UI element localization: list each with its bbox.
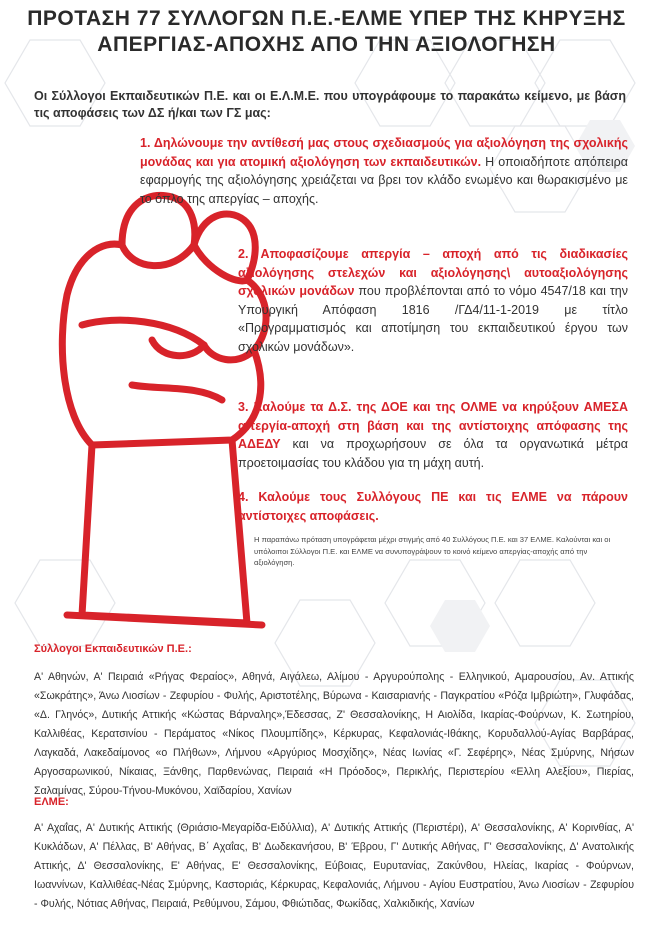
point-2: [238, 245, 628, 356]
document-title: [0, 6, 653, 58]
point-2-text: που προβλέπονται από το νόμο 4547/18 και την Υπουργική Απόφαση 1816 /ΓΔ4/11-1-2019 με τίτλο «Προγραμματισμός και αποτίμηση του εκπαιδευτικού έργου των σχολικών μονάδων».: [238, 284, 629, 354]
raised-fist-icon: [22, 145, 292, 635]
point-4: [238, 488, 628, 525]
section-heading-elme: ΕΛΜΕ:: [34, 796, 69, 808]
title-line-1: ΠΡΟΤΑΣΗ 77 ΣΥΛΛΟΓΩΝ Π.Ε.-ΕΛΜΕ ΥΠΕΡ ΤΗΣ ΚΗΡΥΞΗΣ: [27, 7, 626, 30]
intro-paragraph: Οι Σύλλογοι Εκπαιδευτικών Π.Ε. και οι Ε.Λ.Μ.Ε. που υπογράφουμε το παρακάτω κείμενο, με βάση τις αποφάσεις των ΔΣ ή/και των ΓΣ μας:: [34, 89, 626, 120]
point-4-highlight: 4. Καλούμε τους Συλλόγους ΠΕ και τις ΕΛΜΕ να πάρουν αντίστοιχες αποφάσεις.: [238, 490, 628, 523]
point-3-highlight: 3. Καλούμε τα Δ.Σ. της ΔΟΕ και της ΟΛΜΕ να κηρύξουν ΑΜΕΣΑ απεργία-αποχή στη βάση και της αντίστοιχης απόφασης της ΑΔΕΔΥ: [238, 400, 628, 451]
signature-note: Η παραπάνω πρόταση υπογράφεται μέχρι στιγμής από 40 Συλλόγους Π.Ε. και 37 ΕΛΜΕ. Καλούνται και οι υπόλοιποι Σύλλογοι Π.Ε. και ΕΛΜΕ να συνυπογράψουν το κοινό κείμενο απεργίας-αποχής από την αξιολόγηση.: [254, 535, 611, 567]
point-2-highlight: 2. Αποφασίζουμε απεργία – αποχή από τις διαδικασίες αξιολόγησης στελεχών και αξιολόγησης\ αυτοαξιολόγησης σχολικών μονάδων: [238, 247, 628, 298]
section-text-elme: Α' Αχαΐας, Α' Δυτικής Αττικής (Θριάσιο-Μεγαρίδα-Ειδύλλια), Α' Δυτικής Αττικής (Περιστέρι), Α' Θεσσαλονίκης, Α' Κορινθίας, Α' Κυκλάδων, Α' Πέλλας, Β' Αθήνας, Β΄ Αχαΐας, Β' Δωδεκανήσου, Β' Έβρου, Γ' Δυτικής Αθήνας, Γ' Θεσσαλονίκης, Δ' Ανατολικής Αττικής, Δ' Θεσσαλονίκης, Ε' Αθήνας, Ε' Θεσσαλονίκης, Εύβοιας, Ευρυτανίας, Ζακύνθου, Ηλείας, Ικαρίας - Φούρνων, Ιωαννίνων, Καλλιθέας-Νέας Σμύρνης, Καστοριάς, Κέρκυρας, Κεφαλονιάς, Λήμνου - Αγίου Ευστρατίου, Άνω Λιοσίων - Ζεφυρίου - Φυλής, Νότιας Αθήνας, Πειραιά, Ρεθύμνου, Σάμου, Φθιώτιδας, Φωκίδας, Χαλκιδικής, Χανίων: [34, 822, 634, 910]
section-heading-pe-associations: Σύλλογοι Εκπαιδευτικών Π.Ε.:: [34, 643, 192, 655]
section-text-pe-associations: Α' Αθηνών, Α' Πειραιά «Ρήγας Φεραίος», Αθηνά, Αιγάλεω, Αλίμου - Αργυρούπολης - Ελληνικού, Αμαρουσίου, Αν. Αττικής «Σωκράτης», Άνω Λιοσίων - Ζεφυρίου - Φυλής, Αριστοτέλης, Βύρωνα - Καισαριανής - Παγκρατίου «Ρόζα Ιμβριώτη», Γλυφάδας, «Δ. Γληνός», Δυτικής Αττικής «Κώστας Βάρναλης»,Έδεσσας, Ζ' Θεσσαλονίκης, Η Αιολίδα, Ικαρίας-Φούρνων, Κ. Σωτηρίου, Καλλιθέας, Κερατσινίου - Περάματος «Νίκος Πλουμπίδης», Κέρκυρας, Κεφαλονιάς-Ιθάκης, Κορυδαλλού-Αγίας Βαρβάρας, Λαγκαδά, Λακεδαίμονος «ο Πλήθων», Λήμνου «Αργύριος Μοσχίδης», Νέας Ιωνίας «Γ. Σεφέρης», Νέας Σμύρνης, Νήσων Αργοσαρωνικού, Νίκαιας, Ξάνθης, Παρθενώνας, Πειραιά «Η Πρόοδος», Περικλής, Περιστερίου «Ελλη Αλεξίου», Πιερίας, Σαλαμίνας, Σύρου-Τήνου-Μυκόνου, Χαϊδαρίου, Χανίων: [34, 671, 634, 797]
point-3: [238, 398, 628, 472]
point-1-highlight: 1. Δηλώνουμε την αντίθεσή μας στους σχεδιασμούς για αξιολόγηση της σχολικής μονάδας και για ατομική αξιολόγηση των εκπαιδευτικών.: [140, 136, 628, 169]
point-3-text: και να προχωρήσουν σε όλα τα οργανωτικά μέτρα προετοιμασίας του κλάδου για τη μάχη αυτή.: [238, 437, 628, 470]
title-line-2: ΑΠΕΡΓΙΑΣ-ΑΠΟΧΗΣ ΑΠΟ ΤΗΝ ΑΞΙΟΛΟΓΗΣΗ: [97, 33, 556, 56]
point-1-text: Η οποιαδήποτε απόπειρα εφαρμογής της αξιολόγησης χρειάζεται να βρει τον κλάδο ενωμένο και θωρακισμένο με το όπλο της απεργίας – αποχής.: [140, 154, 628, 206]
point-1: [140, 134, 628, 208]
